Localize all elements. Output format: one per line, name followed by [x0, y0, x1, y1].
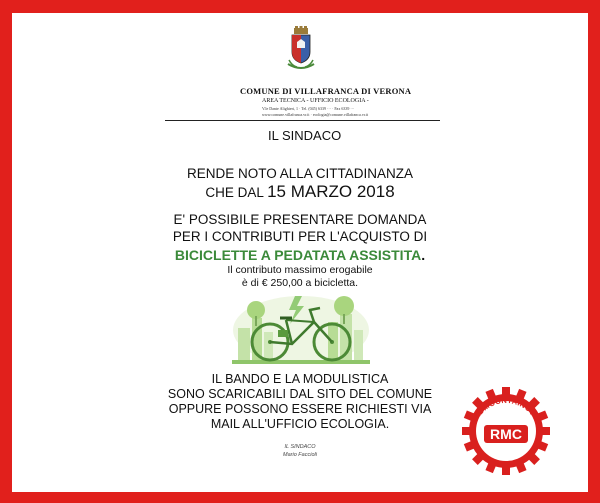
- letterhead: [240, 86, 440, 117]
- ebike-highlight-period: .: [421, 247, 426, 263]
- date-line: [0, 182, 600, 202]
- bando-line-4: MAIL ALL'UFFICIO ECOLOGIA.: [210, 417, 390, 431]
- department-name: AREA TECNICA - UFFICIO ECOLOGIA -: [262, 98, 369, 104]
- application-line: E' POSSIBILE PRESENTARE DOMANDA: [173, 212, 427, 227]
- contact-line: www.comune.villafranca.vr.it · ecologia@comune.villafranca.vr.it: [262, 112, 369, 117]
- purpose-line: PER I CONTRIBUTI PER L'ACQUISTO DI: [172, 229, 428, 244]
- rmc-cog-logo: [460, 385, 552, 477]
- municipal-crest-icon: [286, 26, 316, 72]
- address-line: V.le Dante Alighieri, 1 · Tel. (045) 6339 ··· · Fax 6339 ···: [262, 106, 355, 111]
- announcement-line: RENDE NOTO ALLA CITTADINANZA: [186, 166, 414, 181]
- ebike-highlight-text: BICICLETTE A PEDATATA ASSISTITA: [174, 247, 422, 263]
- start-date: 15 MARZO 2018: [267, 182, 395, 201]
- ebike-highlight: [0, 247, 600, 263]
- mayor-heading: IL SINDACO: [268, 128, 342, 143]
- header-divider: [165, 120, 440, 121]
- municipality-name: COMUNE DI VILLAFRANCA DI VERONA: [240, 86, 412, 96]
- contribution-line-1: Il contributo massimo erogabile: [227, 264, 373, 276]
- contribution-line-2: è di € 250,00 a bicicletta.: [241, 277, 359, 289]
- bando-line-2: SONO SCARICABILI DAL SITO DEL COMUNE: [167, 387, 433, 401]
- bando-line-1: IL BANDO E LA MODULISTICA: [211, 372, 389, 386]
- signature-title: IL SINDACO: [284, 444, 316, 450]
- date-prefix: CHE DAL: [205, 185, 268, 200]
- logo-initials: RMC: [490, 426, 522, 442]
- ebike-illustration: [232, 288, 370, 368]
- signature-name: Mario Faccioli: [283, 452, 317, 458]
- bando-line-3: OPPURE POSSONO ESSERE RICHIESTI VIA: [168, 402, 432, 416]
- logo-arc-text: ROADMOUNTAINCYCLE: [467, 395, 545, 432]
